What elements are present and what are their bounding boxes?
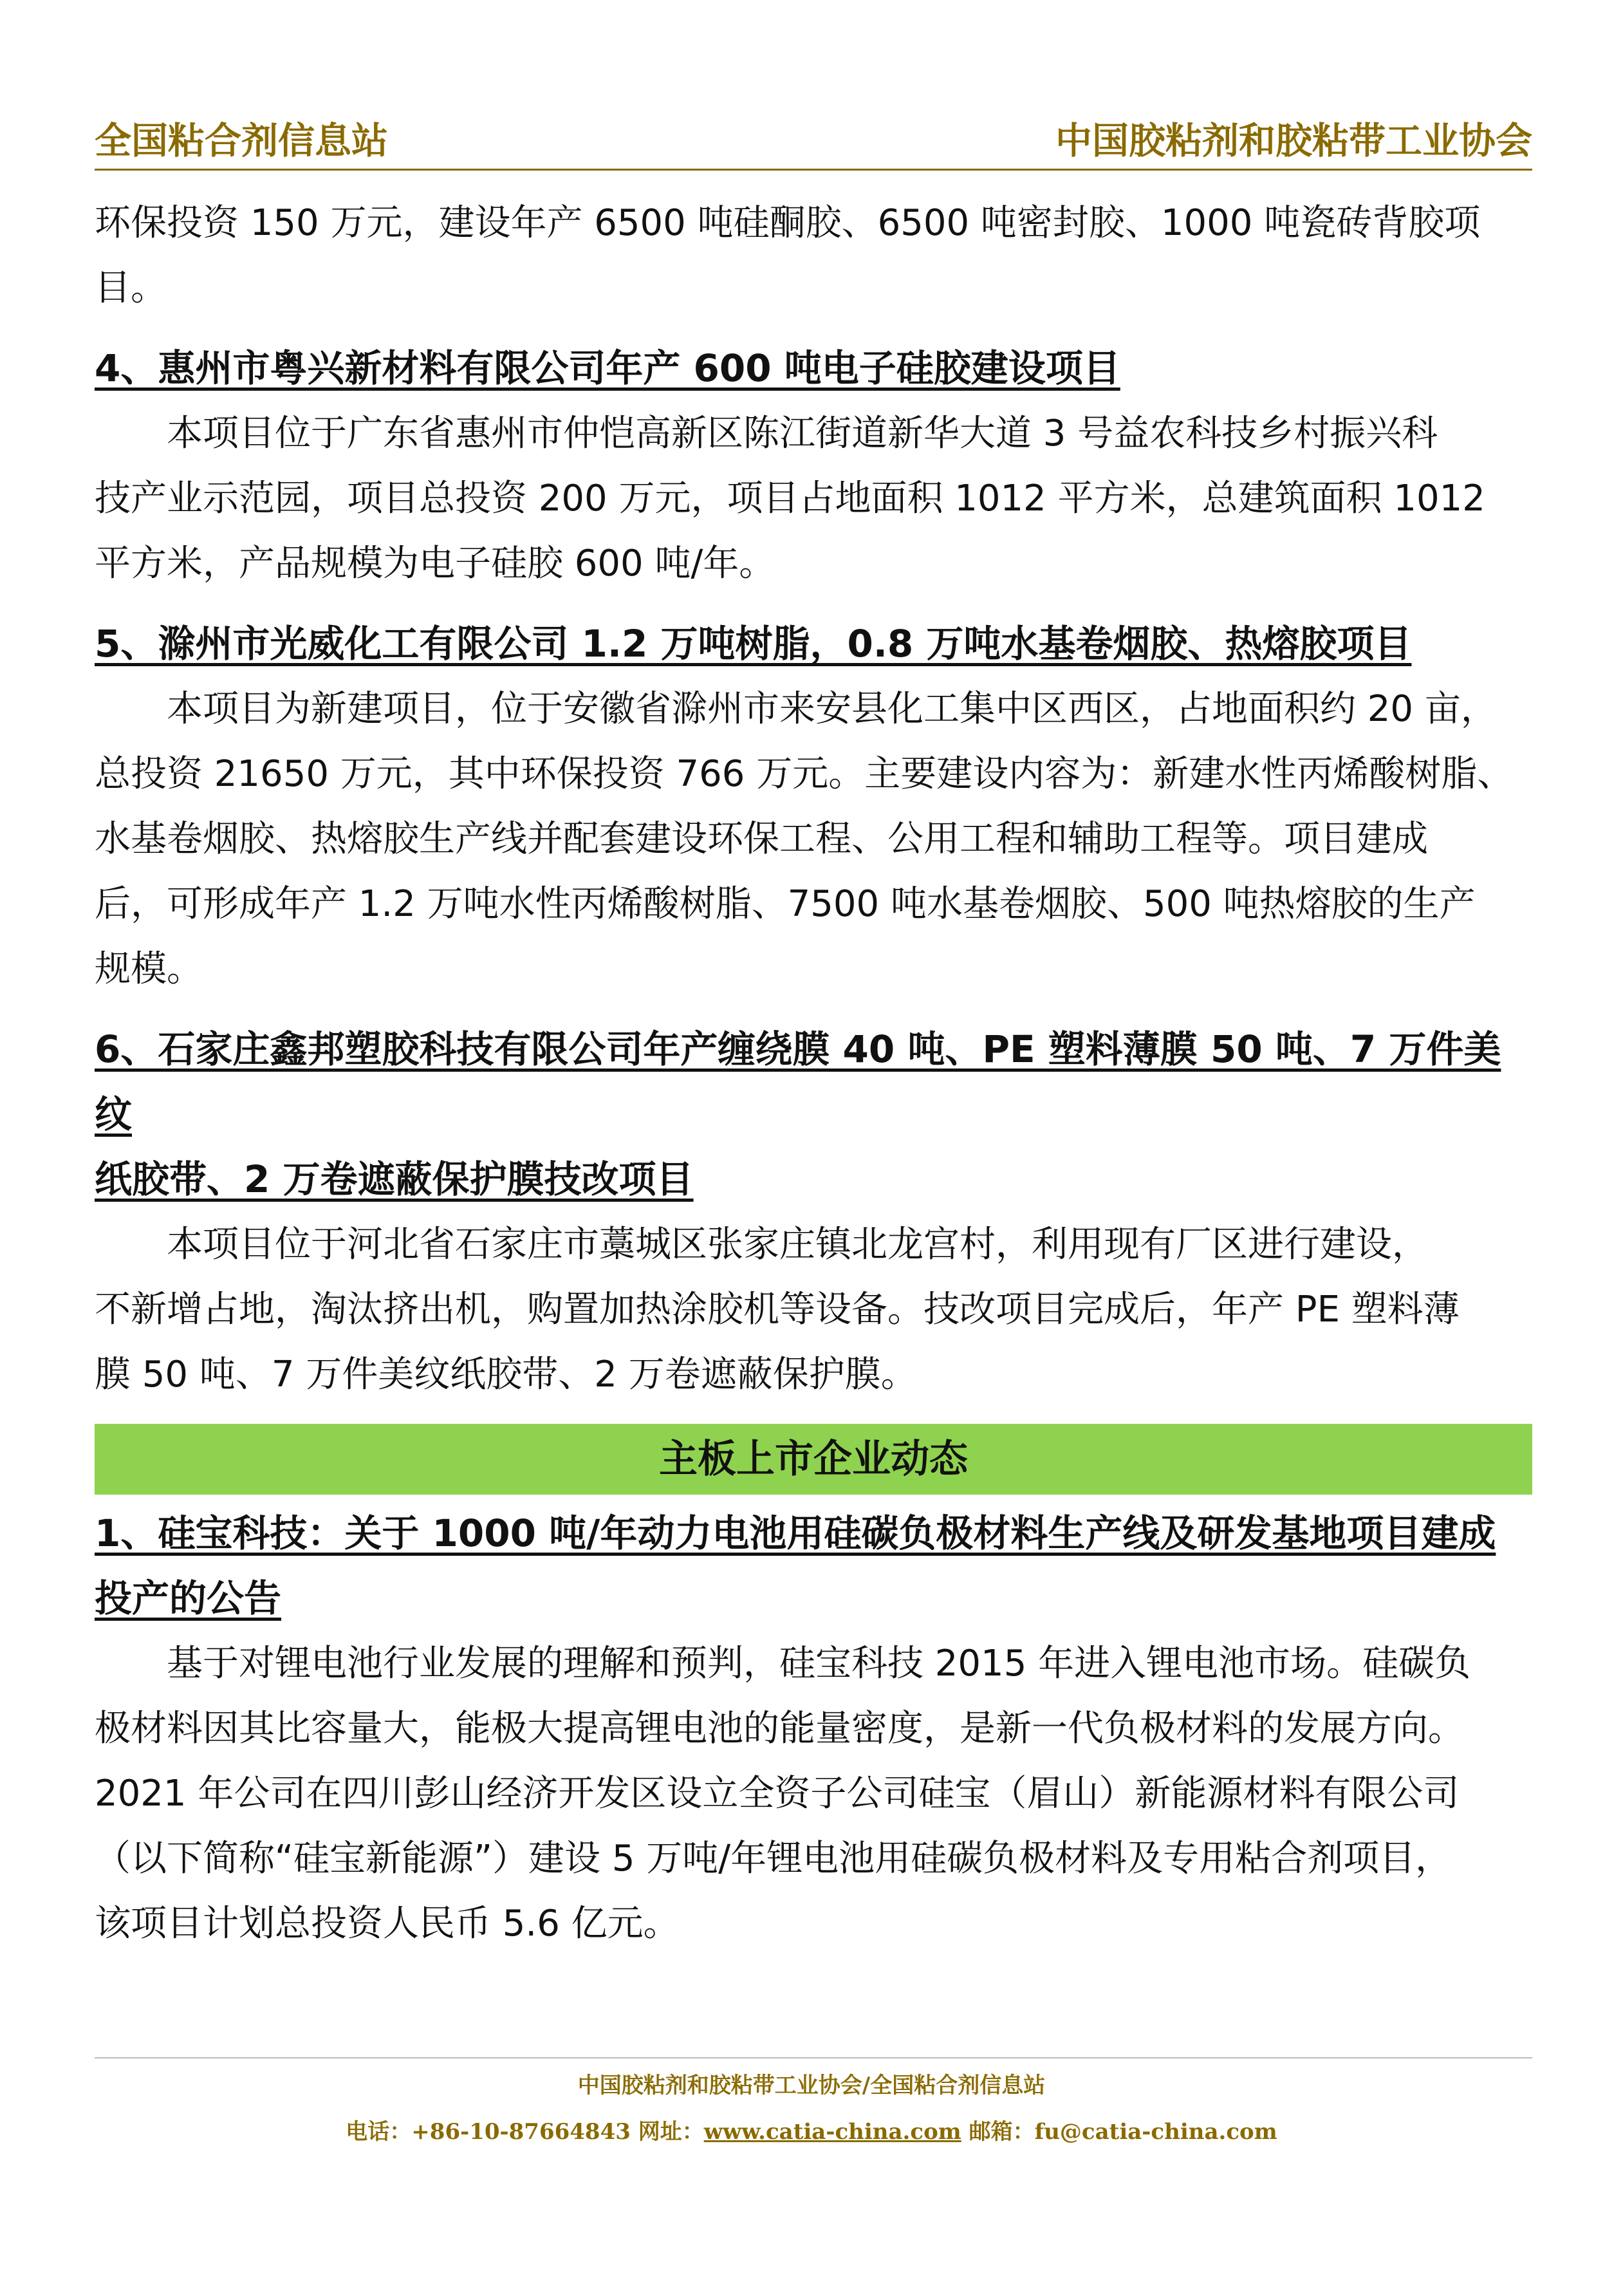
section-band-title: 主板上市企业动态 bbox=[95, 1424, 1532, 1495]
continued-paragraph: 环保投资 150 万元，建设年产 6500 吨硅酮胶、6500 吨密封胶、1000 吨瓷砖背胶项 目。 bbox=[95, 202, 1481, 309]
section-paragraph-4: 本项目位于广东省惠州市仲恺高新区陈江街道新华大道 3 号益农科技乡村振兴科 技产业示范园，项目总投资 200 万元，项目占地面积 1012 平方米，总建筑面积 1012 平方米，产品规模为电子硅胶 600 吨/年。 bbox=[95, 413, 1485, 584]
footer-contact bbox=[0, 2113, 1623, 2151]
footer-phone: 电话：+86-10-87664843 网址： bbox=[346, 2119, 704, 2145]
header-site-name: 全国粘合剂信息站 bbox=[95, 120, 388, 162]
footer-website-link[interactable]: www.catia-china.com bbox=[703, 2119, 961, 2145]
section-heading-6: 6、石家庄鑫邦塑胶科技有限公司年产缠绕膜 40 吨、PE 塑料薄膜 50 吨、7 万件美纹 纸胶带、2 万卷遮蔽保护膜技改项目 bbox=[95, 1027, 1501, 1201]
listed-company-heading-1: 1、硅宝科技：关于 1000 吨/年动力电池用硅碳负极材料生产线及研发基地项目建成 投产的公告 bbox=[95, 1511, 1496, 1620]
listed-company-paragraph-1: 基于对锂电池行业发展的理解和预判，硅宝科技 2015 年进入锂电池市场。硅碳负 极材料因其比容量大，能极大提高锂电池的能量密度，是新一代负极材料的发展方向。 2021 年公司在四川彭山经济开发区设立全资子公司硅宝（眉山）新能源材料有限公司 （以下简称“硅宝新能源”）建设 5 万吨/年锂电池用硅碳负极材料及专用粘合剂项目， 该项目计划总投资人民币 5.6 亿元。 bbox=[95, 1643, 1471, 1945]
section-heading-4: 4、惠州市粤兴新材料有限公司年产 600 吨电子硅胶建设项目 bbox=[95, 346, 1120, 390]
section-paragraph-5: 本项目为新建项目，位于安徽省滁州市来安县化工集中区西区，占地面积约 20 亩， 总投资 21650 万元，其中环保投资 766 万元。主要建设内容为：新建水性丙烯酸树脂、 水基卷烟胶、热熔胶生产线并配套建设环保工程、公用工程和辅助工程等。项目建成 后，可形成年产 1.2 万吨水性丙烯酸树脂、7500 吨水基卷烟胶、500 吨热熔胶的生产 规模。 bbox=[95, 688, 1514, 990]
footer-organization: 中国胶粘剂和胶粘带工业协会/全国粘合剂信息站 bbox=[577, 2073, 1046, 2098]
footer-divider bbox=[95, 2057, 1532, 2058]
header-divider bbox=[95, 169, 1532, 171]
document-body bbox=[95, 191, 1532, 1956]
footer-email: 邮箱：fu@catia-china.com bbox=[961, 2119, 1277, 2145]
page-header bbox=[95, 115, 1532, 167]
header-association-name: 中国胶粘剂和胶粘带工业协会 bbox=[1055, 120, 1532, 162]
section-paragraph-6: 本项目位于河北省石家庄市藁城区张家庄镇北龙宫村，利用现有厂区进行建设， 不新增占地，淘汰挤出机，购置加热涂胶机等设备。技改项目完成后，年产 PE 塑料薄 膜 50 吨、7 万件美纹纸胶带、2 万卷遮蔽保护膜。 bbox=[95, 1224, 1460, 1395]
section-heading-5: 5、滁州市光威化工有限公司 1.2 万吨树脂，0.8 万吨水基卷烟胶、热熔胶项目 bbox=[95, 622, 1412, 666]
